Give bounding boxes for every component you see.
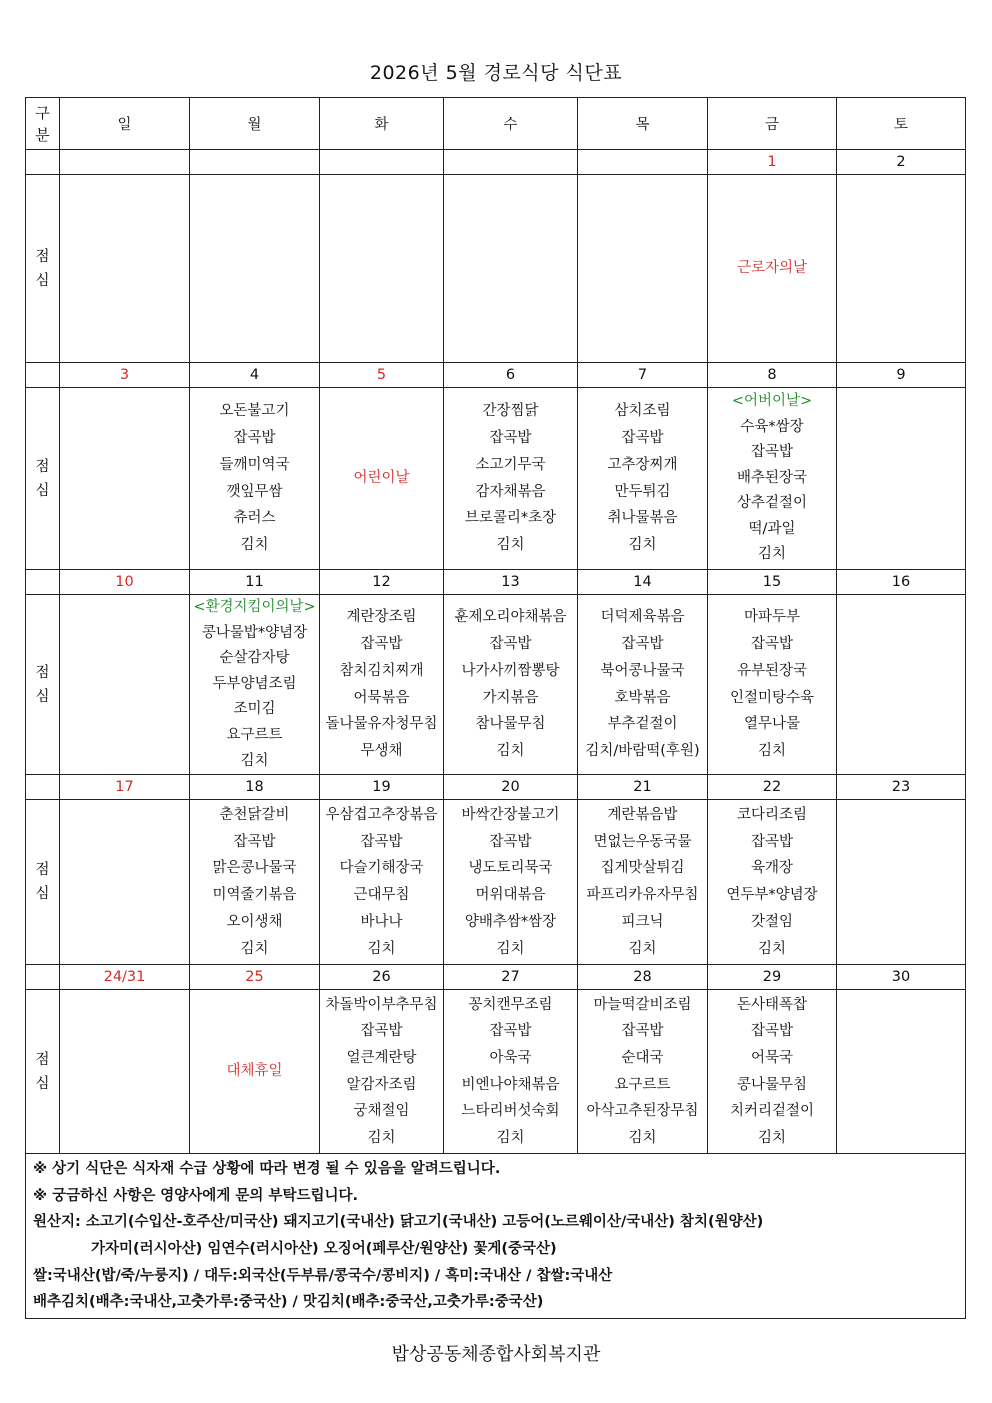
menu-item: 김치: [240, 940, 269, 957]
menu-item: 감자채볶음: [475, 483, 546, 500]
date-cell: 20: [444, 775, 578, 800]
menu-item: <어버이날>: [731, 392, 813, 409]
menu-item: 돈사태폭찹: [736, 996, 808, 1013]
meal-cell: [60, 175, 190, 363]
menu-item: 김치/바람떡(후원): [585, 742, 700, 759]
menu-item: 잡곡밥: [621, 636, 664, 653]
menu-item: 근대무침: [353, 887, 410, 904]
header-day: 금: [708, 98, 837, 150]
menu-item: 인절미탕수육: [729, 689, 815, 706]
menu-item: 브로콜리*초장: [464, 510, 557, 527]
date-cell: [320, 150, 444, 175]
meal-cell: [578, 388, 708, 570]
date-cell: 16: [837, 570, 966, 595]
date-cell: 7: [578, 363, 708, 388]
menu-item: 김치: [496, 742, 525, 759]
menu-item: 훈제오리야채볶음: [454, 609, 567, 626]
menu-item: 비엔나야채볶음: [461, 1076, 560, 1093]
date-row: [26, 363, 966, 388]
date-cell: 28: [578, 965, 708, 990]
meal-cell: [578, 990, 708, 1154]
menu-item: 면없는우동국물: [593, 833, 692, 850]
meal-cell: [444, 175, 578, 363]
meal-cell: [60, 388, 190, 570]
meal-cell: [578, 595, 708, 775]
meal-row-label: 점 심: [26, 800, 60, 965]
menu-item: 참치김치찌개: [339, 662, 424, 679]
menu-item: 김치: [367, 940, 396, 957]
meal-cell: [708, 175, 837, 363]
menu-item: 바싹간장불고기: [461, 807, 560, 824]
note-line: 배추김치(배추:국내산,고춧가루:중국산) / 맛김치(배추:중국산,고춧가루:중국산): [33, 1294, 544, 1311]
note-line: 원산지: 소고기(수입산-호주산/미국산) 돼지고기(국내산) 닭고기(국내산) 고등어(노르웨이산/국내산) 참치(원양산): [33, 1214, 764, 1231]
menu-item: 순살감자탕: [219, 650, 290, 667]
menu-item: 김치: [496, 940, 525, 957]
menu-item: 치커리겉절이: [729, 1103, 815, 1120]
menu-item: 우삼겹고추장볶음: [325, 807, 438, 824]
header-day: 토: [837, 98, 966, 150]
meal-row-label: 점 심: [26, 175, 60, 363]
date-cell: 11: [190, 570, 320, 595]
menu-item: 미역줄기볶음: [212, 887, 297, 904]
menu-item: 떡/과일: [748, 520, 796, 537]
footer-organization: 밥상공동체종합사회복지관: [391, 1344, 601, 1365]
meal-row: [26, 595, 966, 775]
menu-item: 호박볶음: [614, 689, 671, 706]
menu-item: 깻잎무쌈: [226, 483, 283, 500]
menu-item: 연두부*양념장: [726, 887, 818, 904]
date-cell: 18: [190, 775, 320, 800]
menu-item: 콩나물무침: [736, 1076, 808, 1093]
menu-item: 집게맛살튀김: [600, 860, 685, 877]
menu-item: 돌나물유자청무침: [325, 716, 438, 733]
menu-item: 잡곡밥: [489, 833, 532, 850]
menu-item: 코다리조림: [736, 807, 808, 824]
header-day: 수: [444, 98, 578, 150]
meal-cell: [190, 388, 320, 570]
meal-cell: [60, 990, 190, 1154]
menu-item: 잡곡밥: [621, 430, 664, 447]
meal-cell: [190, 175, 320, 363]
date-cell: 24/31: [60, 965, 190, 990]
menu-item: 잡곡밥: [750, 1023, 794, 1040]
header-row: [26, 98, 966, 150]
menu-item: 어묵국: [750, 1049, 794, 1066]
menu-item: 마파두부: [743, 609, 801, 626]
menu-item: 아욱국: [489, 1049, 532, 1066]
date-cell: 29: [708, 965, 837, 990]
meal-cell: [320, 990, 444, 1154]
date-cell: [578, 150, 708, 175]
menu-item: 잡곡밥: [233, 430, 276, 447]
menu-item: 춘천닭갈비: [219, 807, 290, 824]
date-cell: 4: [190, 363, 320, 388]
menu-item: 아삭고추된장무침: [586, 1103, 699, 1120]
menu-item: 김치: [757, 940, 786, 957]
date-row-label: [26, 570, 60, 595]
date-cell: 17: [60, 775, 190, 800]
date-cell: 30: [837, 965, 966, 990]
date-cell: 26: [320, 965, 444, 990]
menu-item: 냉도토리묵국: [468, 860, 553, 877]
menu-item: 북어콩나물국: [600, 662, 685, 679]
meal-cell: [578, 175, 708, 363]
menu-item: 잡곡밥: [489, 636, 532, 653]
menu-item: 잡곡밥: [750, 636, 794, 653]
menu-item: 취나물볶음: [607, 510, 678, 527]
date-row-label: [26, 150, 60, 175]
menu-item: 김치: [367, 1130, 396, 1147]
holiday-label: 어린이날: [353, 470, 410, 487]
menu-item: 맑은콩나물국: [212, 860, 297, 877]
menu-item: 바나나: [360, 913, 403, 930]
menu-item: 나가사끼짬뽕탕: [461, 662, 560, 679]
date-cell: 2: [837, 150, 966, 175]
menu-item: 궁채절임: [353, 1103, 410, 1120]
menu-item: 조미김: [233, 701, 276, 718]
meal-cell: [190, 990, 320, 1154]
date-cell: [60, 150, 190, 175]
menu-item: 김치: [628, 536, 657, 553]
page-title: 2026년 5월 경로식당 식단표: [369, 62, 623, 84]
menu-item: 요구르트: [614, 1076, 671, 1093]
menu-item: 꽁치캔무조림: [468, 996, 553, 1013]
menu-item: 마늘떡갈비조림: [593, 996, 692, 1013]
menu-item: 소고기무국: [475, 456, 546, 473]
menu-item: 요구르트: [226, 726, 283, 743]
meal-cell: [708, 595, 837, 775]
menu-item: 잡곡밥: [360, 833, 403, 850]
date-row: [26, 775, 966, 800]
header-day: 일: [60, 98, 190, 150]
date-row: [26, 965, 966, 990]
date-cell: 22: [708, 775, 837, 800]
menu-item: 츄러스: [233, 510, 276, 527]
meal-row: [26, 388, 966, 570]
header-day: 월: [190, 98, 320, 150]
menu-item: 수육*쌈장: [740, 418, 804, 435]
date-row-label: [26, 775, 60, 800]
date-cell: 9: [837, 363, 966, 388]
meal-cell: [444, 990, 578, 1154]
meal-cell: [837, 800, 966, 965]
date-cell: 27: [444, 965, 578, 990]
notes-cell: [26, 1154, 966, 1319]
menu-item: 순대국: [621, 1049, 664, 1066]
meal-row-label: 점 심: [26, 595, 60, 775]
meal-cell: [708, 990, 837, 1154]
menu-item: 잡곡밥: [750, 444, 794, 461]
date-cell: 12: [320, 570, 444, 595]
menu-item: 계란장조림: [346, 609, 417, 626]
meal-cell: [708, 800, 837, 965]
menu-item: 유부된장국: [736, 662, 808, 679]
menu-item: 참나물무침: [475, 716, 546, 733]
date-cell: 6: [444, 363, 578, 388]
menu-item: <환경지킴이의날>: [193, 599, 316, 615]
menu-item: 얼큰계란탕: [346, 1049, 417, 1066]
menu-item: 더덕제육볶음: [600, 609, 685, 626]
menu-item: 열무나물: [743, 716, 801, 733]
menu-item: 어묵볶음: [353, 689, 410, 706]
menu-item: 배추된장국: [736, 469, 808, 486]
menu-item: 두부양념조림: [212, 675, 297, 692]
header-day: 목: [578, 98, 708, 150]
date-cell: [190, 150, 320, 175]
meal-cell: [320, 175, 444, 363]
meal-cell: [190, 595, 320, 775]
menu-item: 계란볶음밥: [607, 807, 678, 824]
menu-item: 김치: [496, 1130, 525, 1147]
holiday-label: 대체휴일: [226, 1063, 283, 1080]
menu-item: 잡곡밥: [360, 636, 403, 653]
menu-item: 파프리카유자무침: [586, 887, 699, 904]
menu-item: 김치: [628, 1130, 657, 1147]
menu-item: 김치: [240, 536, 269, 553]
menu-item: 잡곡밥: [621, 1023, 664, 1040]
menu-item: 부추겉절이: [607, 716, 678, 733]
date-cell: 5: [320, 363, 444, 388]
meal-cell: [190, 800, 320, 965]
date-cell: 21: [578, 775, 708, 800]
date-cell: 14: [578, 570, 708, 595]
menu-item: 잡곡밥: [233, 833, 276, 850]
menu-table: [25, 97, 966, 1319]
menu-item: 김치: [757, 546, 786, 563]
meal-row-label: 점 심: [26, 990, 60, 1154]
menu-item: 양배추쌈*쌈장: [464, 913, 557, 930]
menu-item: 머위대볶음: [475, 887, 546, 904]
menu-item: 들깨미역국: [219, 456, 290, 473]
meal-cell: [837, 595, 966, 775]
menu-item: 오이생채: [226, 913, 283, 930]
meal-cell: [837, 175, 966, 363]
menu-item: 무생채: [360, 742, 403, 759]
date-row-label: [26, 363, 60, 388]
menu-item: 느타리버섯숙회: [461, 1103, 560, 1120]
menu-item: 잡곡밥: [360, 1023, 403, 1040]
menu-item: 만두튀김: [614, 483, 671, 500]
meal-cell: [444, 388, 578, 570]
menu-item: 김치: [628, 940, 657, 957]
date-row: [26, 570, 966, 595]
date-cell: [444, 150, 578, 175]
menu-item: 육개장: [750, 860, 794, 877]
menu-item: 다슬기해장국: [339, 860, 424, 877]
menu-item: 콩나물밥*양념장: [201, 624, 308, 641]
date-cell: 1: [708, 150, 837, 175]
menu-item: 잡곡밥: [750, 833, 794, 850]
note-line: 가자미(러시아산) 임연수(러시아산) 오징어(페루산/원양산) 꽃게(중국산): [91, 1240, 557, 1257]
meal-cell: [578, 800, 708, 965]
meal-row-label: 점 심: [26, 388, 60, 570]
menu-item: 삼치조림: [614, 403, 671, 420]
header-gubun: 구 분: [26, 98, 60, 150]
menu-item: 갓절임: [750, 913, 794, 930]
note-line: ※ 궁금하신 사항은 영양사에게 문의 부탁드립니다.: [33, 1187, 358, 1204]
date-cell: 25: [190, 965, 320, 990]
date-cell: 23: [837, 775, 966, 800]
meal-cell: [60, 595, 190, 775]
note-line: 쌀:국내산(밥/죽/누룽지) / 대두:외국산(두부류/콩국수/콩비지) / 흑미:국내산 / 찹쌀:국내산: [33, 1267, 613, 1284]
notes-row: [26, 1154, 966, 1319]
meal-cell: [60, 800, 190, 965]
date-row: [26, 150, 966, 175]
meal-row: [26, 175, 966, 363]
meal-row: [26, 990, 966, 1154]
menu-item: 잡곡밥: [489, 1023, 532, 1040]
meal-cell: [320, 595, 444, 775]
date-cell: 15: [708, 570, 837, 595]
note-line: ※ 상기 식단은 식자재 수급 상황에 따라 변경 될 수 있음을 알려드립니다.: [33, 1161, 501, 1178]
menu-item: 김치: [757, 742, 786, 759]
holiday-label: 근로자의날: [736, 260, 808, 277]
meal-cell: [444, 800, 578, 965]
menu-item: 피크닉: [621, 913, 664, 930]
date-cell: 13: [444, 570, 578, 595]
date-cell: 8: [708, 363, 837, 388]
meal-cell: [320, 800, 444, 965]
menu-item: 상추겉절이: [736, 495, 808, 512]
menu-item: 잡곡밥: [489, 430, 532, 447]
menu-item: 김치: [757, 1130, 786, 1147]
menu-item: 차돌박이부추무침: [325, 996, 438, 1013]
date-cell: 3: [60, 363, 190, 388]
menu-item: 고추장찌개: [607, 456, 678, 473]
meal-row: [26, 800, 966, 965]
meal-cell: [837, 388, 966, 570]
meal-cell: [444, 595, 578, 775]
date-row-label: [26, 965, 60, 990]
menu-item: 간장찜닭: [482, 403, 539, 420]
menu-item: 오돈불고기: [219, 403, 290, 420]
meal-cell: [837, 990, 966, 1154]
date-cell: 19: [320, 775, 444, 800]
meal-cell: [708, 388, 837, 570]
menu-item: 알감자조림: [346, 1076, 417, 1093]
menu-item: 가지볶음: [482, 689, 539, 706]
meal-cell: [320, 388, 444, 570]
menu-item: 김치: [496, 536, 525, 553]
menu-item: 김치: [240, 752, 269, 769]
header-day: 화: [320, 98, 444, 150]
date-cell: 10: [60, 570, 190, 595]
